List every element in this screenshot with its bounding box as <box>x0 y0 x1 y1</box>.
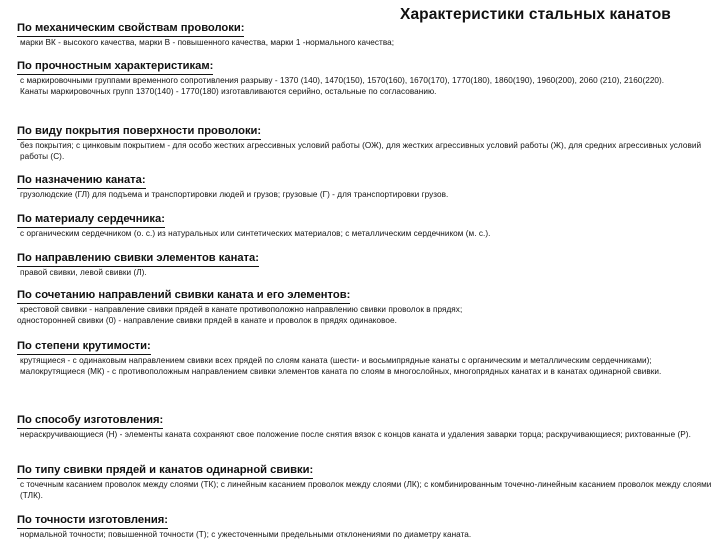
section-body <box>17 430 713 441</box>
section-heading: По механическим свойствам проволоки: <box>17 22 244 37</box>
section-lay-direction <box>17 248 713 279</box>
section-body <box>17 530 713 540</box>
section-paragraph: марки ВК - высокого качества, марки В - повышенного качества, марки 1 -нормального качества; <box>20 38 395 47</box>
section-body <box>17 190 713 201</box>
section-heading: По прочностным характеристикам: <box>17 60 213 75</box>
section-body <box>17 229 713 240</box>
section-heading: По сочетанию направлений свивки каната и его элементов: <box>17 289 350 304</box>
section-paragraph: крутящиеся - с одинаковым направлением свивки всех прядей по слоям каната (шести- и восьмипрядные канаты с органическим и металлическим сердечниками); <box>20 356 652 365</box>
section-paragraph: малокрутящиеся (МК) - с противоположным направлением свивки элементов каната по слоям в многослойных, многопрядных канатах и в канатах одинарной свивки. <box>20 366 662 376</box>
section-body <box>17 305 713 326</box>
section-coating <box>17 121 713 162</box>
section-paragraph: односторонней свивки (0) - направление свивки прядей в канате и проволок в прядях одинаковое. <box>17 315 397 325</box>
section-body <box>17 76 713 97</box>
section-body <box>17 38 713 49</box>
section-body <box>17 356 713 377</box>
section-core-material <box>17 209 713 240</box>
section-manufacturing <box>17 410 713 441</box>
section-mechanical-properties <box>17 18 713 49</box>
section-accuracy <box>17 510 713 540</box>
section-strand-lay-type <box>17 460 713 501</box>
section-paragraph: Канаты маркировочных групп 1370(140) - 1770(180) изготавливаются серийно, остальные по согласованию. <box>20 86 437 96</box>
section-paragraph: грузолюдские (ГЛ) для подъема и транспортировки людей и грузов; грузовые (Г) - для транспортировки грузов. <box>20 190 449 199</box>
section-paragraph: с точечным касанием проволок между слоями (ТК); с линейным касанием проволок между слоями (ЛК); с комбинированным точечно-линейным касанием проволок между слоями (ТЛК). <box>20 480 712 500</box>
section-body <box>17 480 713 501</box>
section-body <box>17 268 713 279</box>
section-twisting <box>17 336 713 377</box>
document-title: Характеристики стальных канатов <box>400 6 671 23</box>
section-paragraph: без покрытия; с цинковым покрытием - для особо жестких агрессивных условий работы (ОЖ), для жестких агрессивных условий работы (Ж), для средних агрессивных условий работы (С). <box>20 141 702 161</box>
section-paragraph: с маркировочными группами временного сопротивления разрыву - 1370 (140), 1470(150), 1570(160), 1670(170), 1770(180), 1860(190), 1960(200), 2060 (210), 2160(220). <box>20 76 665 85</box>
section-heading: По типу свивки прядей и канатов одинарной свивки: <box>17 464 313 479</box>
section-heading: По степени крутимости: <box>17 340 151 355</box>
section-paragraph: с органическим сердечником (о. с.) из натуральных или синтетических материалов; с металлическим сердечником (м. с.). <box>20 229 491 238</box>
section-paragraph: нераскручивающиеся (Н) - элементы каната сохраняют свое положение после снятия вязок с концов каната и удаления заварки торца; раскручивающиеся; рихтованные (Р). <box>20 430 691 439</box>
section-lay-combination <box>17 285 713 326</box>
section-strength <box>17 56 713 97</box>
section-heading: По способу изготовления: <box>17 414 163 429</box>
section-paragraph: правой свивки, левой свивки (Л). <box>20 268 147 277</box>
section-purpose <box>17 170 713 201</box>
section-paragraph: крестовой свивки - направление свивки прядей в канате противоположно направлению свивки проволок в прядях; <box>20 305 463 314</box>
section-heading: По назначению каната: <box>17 174 146 189</box>
section-body <box>17 141 713 162</box>
section-paragraph: нормальной точности; повышенной точности (Т); с ужесточенными предельными отклонениями по диаметру каната. <box>20 530 472 539</box>
section-heading: По точности изготовления: <box>17 514 168 529</box>
section-heading: По направлению свивки элементов каната: <box>17 252 259 267</box>
section-heading: По материалу сердечника: <box>17 213 165 228</box>
section-heading: По виду покрытия поверхности проволоки: <box>17 125 261 140</box>
